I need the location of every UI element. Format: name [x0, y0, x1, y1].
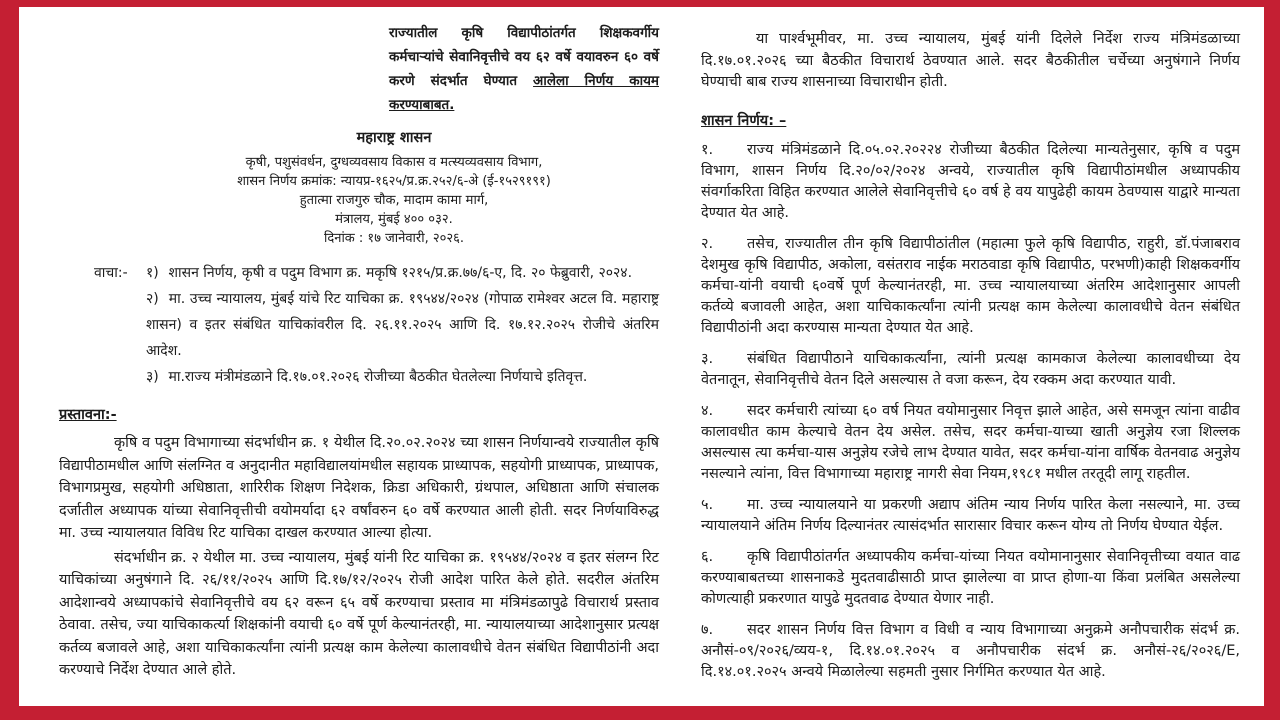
preamble-paragraph: संदर्भाधीन क्र. २ येथील मा. उच्च न्यायालय, मुंबई यांनी रिट याचिका क्र. १९५४४/२०२४ व इतर संलग्न रिट याचिकांच्या अनुषंगाने दि. २६/११/२०२५ आणि दि.१७/१२/२०२५ रोजी आदेश पारित केले होते. सदरील अंतरिम आदेशान्वये अध्यापकांचे सेवानिवृत्तीचे वय ६२ वरून ६५ वर्षे करण्याचा प्रस्ताव मा मंत्रिमंडळापुढे विचारार्थ प्रस्ताव ठेवावा. तसेच, ज्या याचिकाकर्त्या शिक्षकांनी वयाची ६० वर्षे पूर्ण केल्यानंतरही, मा. न्यायालयाच्या आदेशानुसार प्रत्यक्ष कर्तव्य बजावले आहे, अशा याचिकाकर्त्यांना त्यांनी प्रत्यक्ष काम केलेल्या कालावधीचे वेतन संबंधित विद्यापीठांनी अदा करण्याचे निर्देश देण्यात आले होते. [59, 549, 659, 678]
left-column [59, 21, 659, 693]
department-line: कृषी, पशुसंवर्धन, दुग्धव्यवसाय विकास व मत्स्यव्यवसाय विभाग, [245, 155, 543, 170]
read-item-text: मा.राज्य मंत्रीमंडळाने दि.१७.०१.२०२६ रोजीच्या बैठकीत घेतलेल्या निर्णयाचे इतिवृत्त. [168, 369, 588, 385]
decision-item [701, 401, 1240, 485]
decision-item [701, 547, 1240, 610]
subject-block [389, 21, 659, 117]
decision-item-text: कृषि विद्यापीठांतर्गत अध्यापकीय कर्मचा-यांच्या नियत वयोमानानुसार सेवानिवृत्तीच्या वयात वाढ करण्याबाबतच्या शासनाकडे मुदतवाढीसाठी प्राप्त झालेल्या वा प्राप्त होणा-या किंवा प्रलंबित असलेल्या कोणत्याही प्रकरणात यापुढे मुदतवाढ देण्यात येणार नाही. [701, 548, 1240, 607]
read-item-text: मा. उच्च न्यायालय, मुंबई यांचे रिट याचिका क्र. १९५४४/२०२४ (गोपाळ रामेश्वर अटल वि. महाराष्ट्र शासन) व इतर संबंधित याचिकांवरील दि. २६.११.२०२५ आणि दि. १७.१२.२०२५ रोजीचे अंतरिम आदेश. [146, 291, 659, 359]
decision-item-number: ५. [701, 496, 714, 513]
decision-item-number: २. [701, 235, 714, 252]
read-item [146, 364, 659, 390]
decision-heading: शासन निर्णय: – [701, 112, 787, 129]
decision-item [701, 620, 1240, 683]
decision-item-text: राज्य मंत्रिमंडळाने दि.०५.०२.२०२२४ रोजीच्या बैठकीत दिलेल्या मान्यतेनुसार, कृषि व पदुम विभाग, शासन निर्णय दि.२०/०२/२०२४ अन्वये, राज्यातील कृषि विद्यापीठांमधील अध्यापकीय संवर्गाकरिता विहित करण्यात आलेले सेवानिवृत्तीचे ६० वर्ष हे वय यापुढेही कायम ठेवण्यास याद्वारे मान्यता देण्यात येत आहे. [701, 141, 1240, 221]
gr-number-line: शासन निर्णय क्रमांक: न्यायप्र-१६२५/प्र.क्र.२५२/६-अे (ई-१५२९१९१) [237, 174, 551, 189]
address-line-1: हुतात्मा राजगुरु चौक, मादाम कामा मार्ग, [299, 193, 489, 208]
decision-item-number: ७. [701, 621, 714, 638]
decision-item-text: मा. उच्च न्यायालयाने या प्रकरणी अद्याप अंतिम न्याय निर्णय पारित केला नसल्याने, मा. उच्च न्यायालयाने अंतिम निर्णय दिल्यानंतर त्यासंदर्भात सारासार विचार करून योग्य तो निर्णय घेण्यात येईल. [701, 496, 1240, 534]
date-line: दिनांक : १७ जानेवारी, २०२६. [323, 231, 465, 246]
decision-item [701, 349, 1240, 391]
read-item [146, 260, 659, 286]
decision-item [701, 495, 1240, 537]
decision-item-number: ६. [701, 548, 714, 565]
read-item-number: २) [146, 291, 159, 307]
read-item-number: ३) [146, 369, 159, 385]
read-item-number: १) [146, 265, 159, 281]
address-line-2: मंत्रालय, मुंबई ४०० ०३२. [335, 212, 453, 227]
intro-paragraph: या पार्श्वभूमीवर, मा. उच्च न्यायालय, मुंबई यांनी दिलेले निर्देश राज्य मंत्रिमंडळाच्या दि.१७.०१.२०२६ च्या बैठकीत विचारार्थ ठेवण्यात आले. सदर बैठकीतील चर्चेच्या अनुषंगाने निर्णय घेण्याची बाब राज्य शासनाच्या विचाराधीन होती. [701, 31, 1240, 90]
read-items [146, 260, 659, 390]
decision-item-text: तसेच, राज्यातील तीन कृषि विद्यापीठांतील (महात्मा फुले कृषि विद्यापीठ, राहुरी, डॉ.पंजाबराव देशमुख कृषि विद्यापीठ, अकोला, वसंतराव नाईक मराठवाडा कृषि विद्यापीठ, परभणी)काही शिक्षकवर्गीय कर्मचा-यांनी वयाची ६०वर्षे पूर्ण केल्यानंतरही, मा. उच्च न्यायालयाच्या अंतरिम आदेशानुसार आपली कर्तव्ये बजावली आहेत, अशा याचिकाकर्त्यांना त्यांनी प्रत्यक्ष काम केलेल्या कालावधीचे वेतन संबंधित विद्यापीठांनी अदा करण्यास मान्यता देण्यात येत आहे. [701, 235, 1240, 336]
decision-item-text: सदर कर्मचारी त्यांच्या ६० वर्ष नियत वयोमानुसार निवृत्त झाले आहेत, असे समजून त्यांना वाढीव कालावधीत काम केल्याचे वेतन देय असेल. तसेच, सदर कर्मचा-याच्या खाती अनुज्ञेय रजा शिल्लक असल्यास त्या कर्मचा-यास अनुज्ञेय रजेचे लाभ देण्यात यावेत, सदर कर्मचा-यांना वार्षिक वेतनवाढ अनुज्ञेय नसल्याने त्यांना, वित्त विभागाच्या महाराष्ट्र नागरी सेवा नियम,१९८१ मधील तरतूदी लागू राहतील. [701, 402, 1240, 482]
preamble-paragraph: कृषि व पदुम विभागाच्या संदर्भाधीन क्र. १ येथील दि.२०.०२.२०२४ च्या शासन निर्णयान्वये राज्यातील कृषि विद्यापीठामधील आणि संलग्नित व अनुदानीत महाविद्यालयांमधील सहायक प्राध्यापक, सहयोगी प्राध्यापक, प्राध्यापक, विभागप्रमुख, सहयोगी अधिष्ठाता, शारिरीक शिक्षण निदेशक, क्रिडा अधिकारी, ग्रंथपाल, अधिष्ठाता आणि संचालक दर्जातील अध्यापक यांच्या सेवानिवृत्तीची वयोमर्यादा ६२ वर्षांवरुन ६० वर्षे करण्यात आली होती. सदर निर्णयाविरुद्ध मा. उच्च न्यायालयात विविध रिट याचिका दाखल करण्यात आल्या होत्या. [59, 435, 659, 541]
preamble-heading: प्रस्तावना:- [59, 407, 117, 423]
read-label: वाचा:- [94, 265, 128, 281]
read-section [94, 260, 659, 390]
right-column [701, 21, 1240, 693]
org-title: महाराष्ट्र शासन [356, 130, 432, 146]
decision-item-text: सदर शासन निर्णय वित्त विभाग व विधी व न्याय विभागाच्या अनुक्रमे अनौपचारीक संदर्भ क्र. अनौसं-०९/२०२६/व्यय-१, दि.१४.०१.२०२५ व अनौपचारीक संदर्भ क्र. अनौसं-२६/२०२६/E, दि.१४.०१.२०२५ अन्वये मिळालेल्या सहमती नुसार निर्गमित करण्यात येत आहे. [701, 621, 1240, 680]
decision-item-text: संबंधित विद्यापीठाने याचिकाकर्त्यांना, त्यांनी प्रत्यक्ष कामकाज केलेल्या कालावधीच्या देय वेतनातून, सेवानिवृत्तीचे वेतन दिले असल्यास ते वजा करून, देय रक्कम अदा करण्यात यावी. [701, 350, 1240, 388]
decision-item-number: ४. [701, 402, 714, 419]
read-item [146, 286, 659, 364]
decision-item [701, 234, 1240, 339]
decision-item [701, 140, 1240, 224]
decision-item-number: ३. [701, 350, 714, 367]
decision-item-number: १. [701, 141, 714, 158]
two-column-layout [19, 7, 1264, 693]
subject-text: राज्यातील कृषि विद्यापीठांतर्गत शिक्षकवर्गीय कर्मचाऱ्यांचे सेवानिवृत्तीचे वय ६२ वर्षे वयावरुन ६० वर्षे करणे संदर्भात घेण्यात [389, 25, 659, 89]
read-item-text: शासन निर्णय, कृषी व पदुम विभाग क्र. मकृषि १२१५/प्र.क्र.७७/६-ए, दि. २० फेब्रुवारी, २०२४. [168, 265, 633, 281]
subject-underlined-text: आलेला निर्णय कायम करण्याबाबत. [389, 73, 659, 113]
